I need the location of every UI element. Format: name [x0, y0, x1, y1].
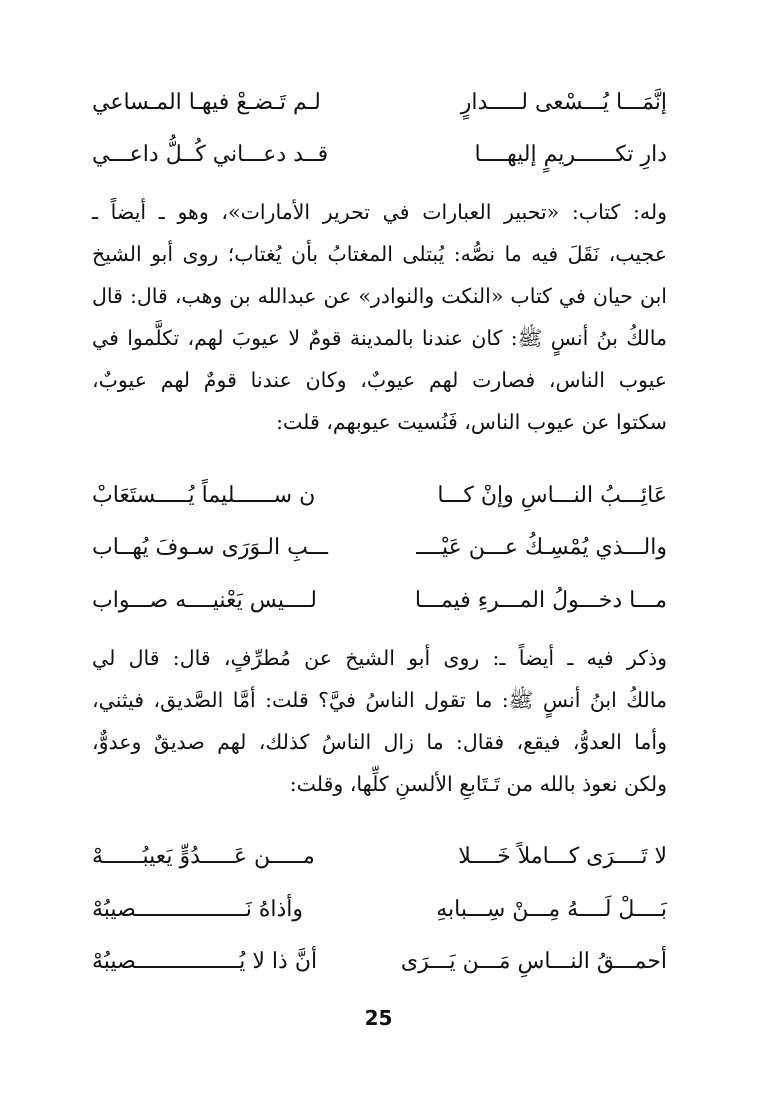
- verse-line: [92, 527, 667, 567]
- verse-line: [92, 941, 667, 981]
- verse-line: [92, 889, 667, 929]
- verse-line: [92, 580, 667, 620]
- prose-line: ولكن نعوذ بالله من تَـتَابعِ الألسنِ كلِّها، وقلت:: [289, 772, 667, 796]
- prose-line: وله: كتاب: «تحبير العبارات في تحرير الأمارات»، وهو ـ أيضاً ـ: [92, 200, 667, 224]
- verse-line: [92, 836, 667, 876]
- prose-line: عجيب، نَقَلَ فيه ما نصُّه: يُبتلى المغتابُ بأن يُغتاب؛ روى أبو الشيخ: [92, 242, 667, 266]
- verse-second-hemistich: لـم تَـضـعْ فيهـا المـساعي: [92, 89, 321, 115]
- prose-paragraph: [92, 191, 667, 443]
- verse-line: [92, 475, 667, 515]
- prose-line: سكتوا عن عيوب الناس، فَنُسيت عيوبهم، قلت:: [276, 410, 667, 434]
- verse-second-hemistich: مـــــن عَـــــدُوٍّ يَعيبُــــــهْ: [92, 843, 315, 869]
- verse-second-hemistich: أنَّ ذا لا يُــــــــــــــــصيبُهْ: [92, 948, 318, 974]
- verse-second-hemistich: لــــيس يَعْنيــــه صـــواب: [92, 587, 317, 613]
- verse-first-hemistich: دارِ تكــــــريمٍ إليهــــا: [474, 141, 667, 167]
- verse-first-hemistich: لا تَــــرَى كـــاملاً خَــــلا: [458, 843, 667, 869]
- prose-line: عيوب الناس، فصارت لهم عيوبٌ، وكان عندنا قومٌ لهم عيوبٌ،: [92, 368, 667, 392]
- verse-second-hemistich: قــد دعـــاني كُــلُّ داعـــي: [92, 141, 329, 167]
- verse-first-hemistich: بَــــلْ لَــــهُ مِـــنْ سِـــبابهِ: [436, 896, 667, 922]
- prose-paragraph: [92, 637, 667, 805]
- verse-first-hemistich: والـــذي يُمْسِـكُ عـــن عَيْــــ: [416, 534, 667, 560]
- prose-line: مالكُ بنُ أنسٍ ﷺ: كان عندنا بالمدينة قومٌ لا عيوبَ لهم، تكلَّموا في: [92, 326, 667, 350]
- page-number: 25: [364, 1006, 393, 1030]
- prose-line: وأما العدوُّ، فيقع، فقال: ما زال الناسُ كذلك، لهم صديقٌ وعدوٌّ،: [92, 730, 667, 754]
- prose-line: مالكُ ابنُ أنسٍ ﷺ: ما تقول الناسُ فيَّ؟ قلت: أمَّا الصَّديق، فيثني،: [92, 688, 667, 712]
- verse-first-hemistich: أحمـــقُ النـــاسِ مَـــن يَـــرَى: [400, 948, 667, 974]
- verse-first-hemistich: مـــا دخـــولُ المـــرءِ فيمـــا: [414, 587, 667, 613]
- verse-line: [92, 82, 667, 122]
- verse-first-hemistich: إنَّمَـــا يُـــسْعى لـــــدارٍ: [460, 89, 667, 115]
- verse-line: [92, 134, 667, 174]
- verse-first-hemistich: عَائِـــبُ النـــاسِ وإنْ كـــا: [437, 482, 667, 508]
- verse-second-hemistich: ن ســــــليماً يُـــــستَعَابْ: [92, 482, 316, 508]
- verse-second-hemistich: وأذاهُ نَـــــــــــــــــصيبُهْ: [92, 896, 304, 922]
- prose-line: وذكر فيه ـ أيضاً ـ: روى أبو الشيخ عن مُطرِّفٍ، قال: قال لي: [92, 646, 667, 670]
- verse-second-hemistich: ـــبِ الـوَرَى سـوفَ يُهــاب: [92, 534, 329, 560]
- prose-line: ابن حيان في كتاب «النكت والنوادر» عن عبدالله بن وهب، قال: قال: [92, 284, 667, 308]
